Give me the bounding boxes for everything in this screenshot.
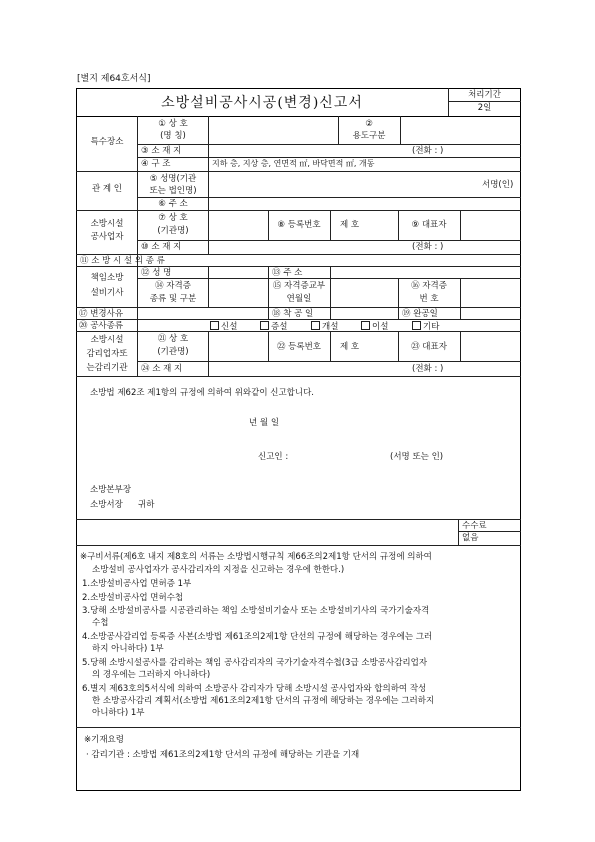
document-item-6-cont-2: 아니하다) 1부 — [92, 708, 145, 718]
contractor-trade-label-2: (기관명) — [157, 226, 189, 236]
related-signature: 서명(인) — [482, 180, 514, 190]
engineer-address-label: ⑬ 주 소 — [272, 268, 303, 278]
form-title: 소방설비공사시공(변경)신고서 — [161, 95, 363, 111]
declaration-date: 년 월 일 — [249, 418, 280, 428]
form-number: [별지 제64호서식] — [77, 74, 151, 84]
cert-no-label-2: 번 호 — [419, 294, 439, 304]
recipient-2: 소방서장 — [90, 500, 123, 510]
supervisor-rep-label: ㉓ 대표자 — [411, 342, 447, 352]
documents-intro-1: ※구비서류(제6호 내지 제8호의 서류는 소방법시행규칙 제66조의2제1항 단서의 규정에 의하여 — [80, 552, 432, 562]
engineer-name-label: ⑫ 성 명 — [141, 268, 172, 278]
contractor-label-2: 공사업자 — [90, 232, 124, 242]
related-name-label-2: 또는 법인명) — [149, 186, 197, 196]
related-name-label: ⑤ 성명(기관 — [149, 174, 197, 184]
supervisor-phone: (전화 : ) — [412, 364, 444, 374]
trade-name-label: ① 상 호 — [158, 119, 188, 129]
work-type-label: ⑳ 공사종류 — [79, 321, 124, 331]
trade-name-label-2: (명 칭) — [160, 131, 186, 141]
document-item-6: 6.별지 제63호의5서식에 의하여 소방공사 감리자가 당해 소방시설 공사업자와 합의하여 작성 — [82, 684, 427, 694]
cert-no-label: ⑯ 자격증 — [411, 281, 447, 291]
fee-value: 없음 — [462, 533, 479, 543]
supervisor-label-2: 감리업자또 — [86, 349, 128, 359]
checkbox-icon — [311, 321, 320, 330]
cert-type-label: ⑭ 자격증 — [155, 281, 191, 291]
document-item-1: 1.소방설비공사업 면허증 1부 — [82, 579, 192, 589]
change-reason-label: ⑰ 변경사유 — [79, 309, 124, 319]
supervisor-label-1: 소방시설 — [90, 335, 124, 345]
work-type-option-2[interactable]: 증설 — [260, 321, 287, 332]
work-type-option-1[interactable]: 신설 — [210, 321, 237, 332]
supervisor-reg-label: ㉒ 등록번호 — [276, 342, 322, 352]
use-type-label: 용도구분 — [352, 131, 386, 141]
document-item-5-cont: 의 경우에는 그러하지 아니하다) — [92, 670, 211, 680]
document-item-4: 4.소방공사감리업 등록증 사본(소방법 제61조의2제1항 단선의 규정에 해당하는 경우에는 그러 — [82, 632, 433, 642]
special-phone: (전화 : ) — [412, 146, 444, 156]
facility-type-label: ⑪ 소 방 시 설 의 종 류 — [80, 256, 165, 266]
reporter-sign: (서명 또는 인) — [390, 452, 444, 462]
work-type-option-4[interactable]: 이설 — [361, 321, 388, 332]
contractor-label-1: 소방시설 — [90, 219, 124, 229]
document-item-4-cont: 하지 아니하다) 1부 — [92, 644, 164, 654]
declaration-text: 소방법 제62조 제1항의 규정에 의하여 위와같이 신고합니다. — [90, 388, 314, 398]
instructions-item: · 감리기관 : 소방법 제61조의2제1항 단서의 규정에 해당하는 기관을 기재 — [86, 750, 360, 760]
contractor-trade-label: ⑦ 상 호 — [158, 213, 188, 223]
complete-date-label: ⑲ 완공일 — [402, 309, 438, 319]
supervisor-trade-label: ㉑ 상 호 — [157, 334, 189, 344]
engineer-label-2: 설비기사 — [90, 288, 124, 298]
cert-date-label: ⑮ 자격증교부 — [272, 281, 326, 291]
use-type-num: ② — [365, 119, 373, 129]
processing-label: 처리기간 — [468, 90, 501, 100]
reporter-label: 신고인 : — [258, 452, 289, 462]
document-item-3: 3.당해 소방설비공사를 시공관리하는 책임 소방설비기술사 또는 소방설비기사의 국가기술자격 — [82, 606, 430, 616]
fee-label: 수수료 — [462, 521, 487, 531]
special-place-label: 특수장소 — [90, 137, 124, 147]
processing-value: 2일 — [477, 103, 492, 113]
special-address-label: ③ 소 재 지 — [141, 146, 182, 156]
contractor-rep-label: ⑨ 대표자 — [411, 220, 447, 230]
contractor-reg-value: 제 호 — [340, 220, 360, 230]
document-item-5: 5.당해 소방시설공사를 감리하는 책임 공사감리자의 국가기술자격수첩(3급 소방공사감리업자 — [82, 658, 428, 668]
checkbox-icon — [210, 321, 219, 330]
document-item-2: 2.소방설비공사업 면허수첩 — [82, 593, 184, 603]
supervisor-reg-value: 제 호 — [340, 342, 360, 352]
start-date-label: ⑱ 착 공 일 — [272, 309, 314, 319]
cert-type-label-2: 종류 및 구분 — [149, 294, 197, 304]
work-type-option-3[interactable]: 개설 — [311, 321, 338, 332]
instructions-title: ※기재요령 — [84, 735, 124, 745]
recipient-1: 소방본부장 — [90, 485, 132, 495]
contractor-reg-label: ⑧ 등록번호 — [277, 220, 321, 230]
document-item-3-cont: 수첩 — [92, 618, 109, 628]
structure-label: ④ 구 조 — [141, 159, 171, 169]
engineer-label-1: 책임소방 — [90, 273, 124, 283]
structure-detail: 지하 층, 지상 층, 연면적 ㎡, 바닥면적 ㎡, 개동 — [212, 159, 375, 168]
checkbox-icon — [361, 321, 370, 330]
honorific: 귀하 — [138, 500, 155, 510]
contractor-phone: (전화 : ) — [412, 242, 444, 252]
related-address-label: ⑥ 주 소 — [158, 199, 188, 209]
contractor-address-label: ⑩ 소 재 지 — [141, 242, 182, 252]
checkbox-icon — [412, 321, 421, 330]
related-person-label: 관 계 인 — [91, 184, 123, 194]
checkbox-icon — [260, 321, 269, 330]
work-type-option-5[interactable]: 기타 — [412, 321, 439, 332]
documents-intro-2: 소방설비 공사업자가 공사감리자의 지정을 신고하는 경우에 한한다.) — [92, 565, 345, 575]
cert-date-label-2: 연월일 — [286, 294, 312, 304]
document-item-6-cont: 한 소방공사감리 계획서(소방법 제61조의2제1항 단서의 규정에 해당하는 경우에는 그러하지 — [92, 696, 435, 706]
supervisor-label-3: 는감리기관 — [86, 363, 128, 373]
supervisor-address-label: ㉔ 소 재 지 — [141, 364, 183, 374]
supervisor-trade-label-2: (기관명) — [157, 347, 189, 357]
